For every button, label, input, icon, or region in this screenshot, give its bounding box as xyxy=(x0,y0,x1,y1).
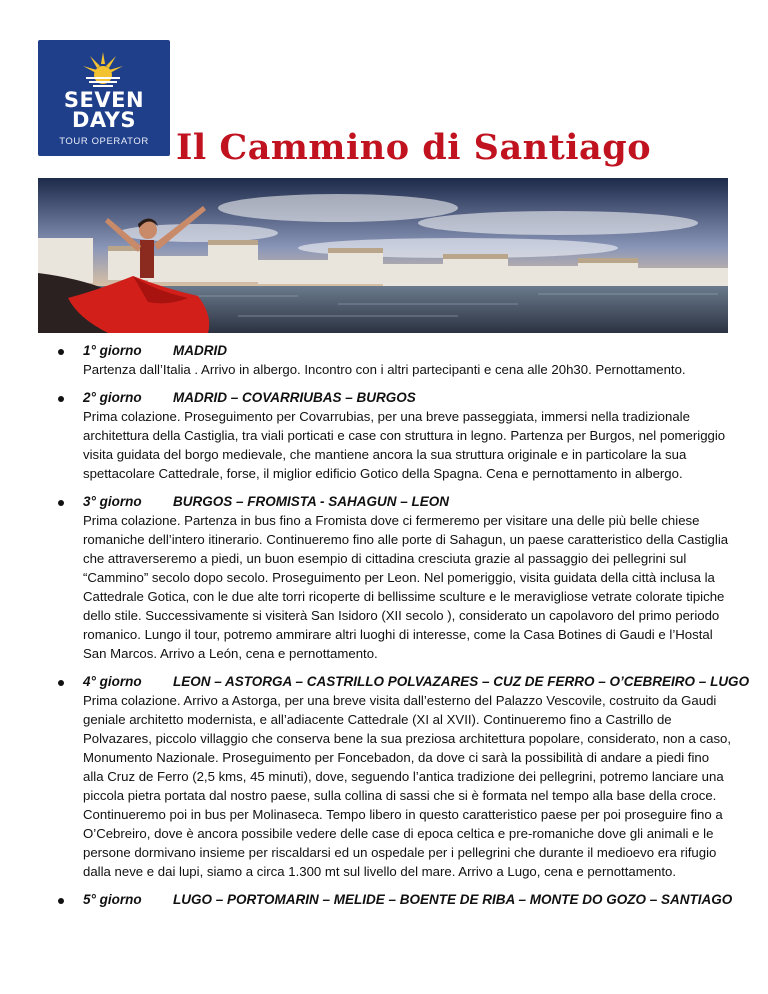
itinerary-day xyxy=(0,890,768,909)
itinerary-day xyxy=(0,388,768,483)
day-number: 4° giorno xyxy=(83,674,142,689)
page-title: Il Cammino di Santiago xyxy=(176,127,652,168)
day-description: Partenza dall’Italia . Arrivo in albergo. Incontro con i altri partecipanti e cena alle 20h30. Pernottamento. xyxy=(83,362,686,377)
seven-days-logo xyxy=(38,40,170,156)
logo-brand-line1: SEVEN xyxy=(63,88,145,112)
bullet-icon xyxy=(58,898,64,904)
logo-brand xyxy=(38,90,170,130)
itinerary-day xyxy=(0,341,768,379)
hero-photo xyxy=(38,178,728,333)
bullet-icon xyxy=(58,349,64,355)
sun-emblem-icon xyxy=(80,48,126,88)
day-heading xyxy=(83,890,732,909)
day-number: 3° giorno xyxy=(83,494,142,509)
flamenco-dancer-harbor-image xyxy=(38,178,728,333)
day-route: MADRID – COVARRIUBAS – BURGOS xyxy=(173,390,416,405)
logo-subtitle: TOUR OPERATOR xyxy=(59,136,149,147)
day-description: Prima colazione. Partenza in bus fino a Fromista dove ci fermeremo per visitare una delle più belle chiese romaniche dell’intero itinerario. Continueremo fino alle porte di Sahagun, un paese caratteristico della Castiglia che attraverseremo a piedi, un buon esempio di cittadina cresciuta grazie al passaggio dei pellegrini sul “Cammino” secolo dopo secolo. Proseguimento per Leon. Nel pomeriggio, visita guidata della città inclusa la Cattedrale Gotica, con le due alte torri ricoperte di bellissime sculture e le meravigliose vetrate colorate tipiche dello stile. Successivamente si visiterà San Isidoro (XII secolo ), considerato un capolavoro del primo periodo romanico. Lungo il tour, potremo ammirare altri luoghi di interesse, come la Casa Botines di Gaudi e l’Hostal San Marcos. Arrivo a León, cena e pernottamento. xyxy=(83,513,729,661)
bullet-icon xyxy=(58,680,64,686)
day-route: MADRID xyxy=(173,343,227,358)
day-number: 1° giorno xyxy=(83,343,142,358)
itinerary-day xyxy=(0,492,768,663)
day-heading xyxy=(83,388,732,407)
day-route: BURGOS – FROMISTA - SAHAGUN – LEON xyxy=(173,494,450,509)
day-number: 2° giorno xyxy=(83,390,142,405)
day-heading xyxy=(83,492,732,511)
day-description: Prima colazione. Arrivo a Astorga, per una breve visita dall’esterno del Palazzo Vescovile, costruito da Gaudi geniale architetto modernista, e all’adiacente Cattedrale (XI al XVII). Continueremo fino a Castrillo de Polvazares, piccolo villaggio che conserva bene la sua preziosa architettura popolare, considerato, non a caso, Monumento Nazionale. Proseguimento per Foncebadon, da dove ci sarà la possibilità di andare a piedi fino alla Cruz de Ferro (2,5 kms, 45 minuti), dove, seguendo l’antica tradizione dei pellegrini, potremo lanciare una piccola pietra portata dal nostro paese, sulla collina di sassi che si è formata nel tempo alla base della croce. Continueremo poi in bus per Molinaseca. Tempo libero in questo caratteristico paese per poi proseguire fino a O’Cebreiro, dove è ancora possibile vedere delle case di epoca celtica e pre-romaniche dove gli animali e le persone dormivano insieme per riscaldarsi ed un ospedale per i pellegrini che durante il medioevo era rifugio dalla neve e dai lupi, siamo a circa 1.300 mt sul livello del mare. Arrivo a Lugo, cena e pernottamento. xyxy=(83,693,732,879)
day-route: LEON – ASTORGA – CASTRILLO POLVAZARES – CUZ DE FERRO – O’CEBREIRO – LUGO xyxy=(173,674,750,689)
day-number: 5° giorno xyxy=(83,892,142,907)
bullet-icon xyxy=(58,500,64,506)
itinerary-day xyxy=(0,672,768,881)
logo-brand-line2: DAYS xyxy=(71,108,136,132)
itinerary-list xyxy=(0,341,768,918)
day-heading xyxy=(83,341,732,360)
day-description: Prima colazione. Proseguimento per Covarrubias, per una breve passeggiata, immersi nella tradizionale architettura della Castiglia, tra viali porticati e case con struttura in legno. Partenza per Burgos, nel pomeriggio visita guidata del borgo medievale, che mantiene ancora la sua struttura originale e in particolare la sua spettacolare Cattedrale, forse, il miglior edificio Gotico della Spagna. Cena e pernottamento in albergo. xyxy=(83,409,726,481)
bullet-icon xyxy=(58,396,64,402)
day-heading xyxy=(83,672,750,691)
day-route: LUGO – PORTOMARIN – MELIDE – BOENTE DE RIBA – MONTE DO GOZO – SANTIAGO xyxy=(173,892,733,907)
